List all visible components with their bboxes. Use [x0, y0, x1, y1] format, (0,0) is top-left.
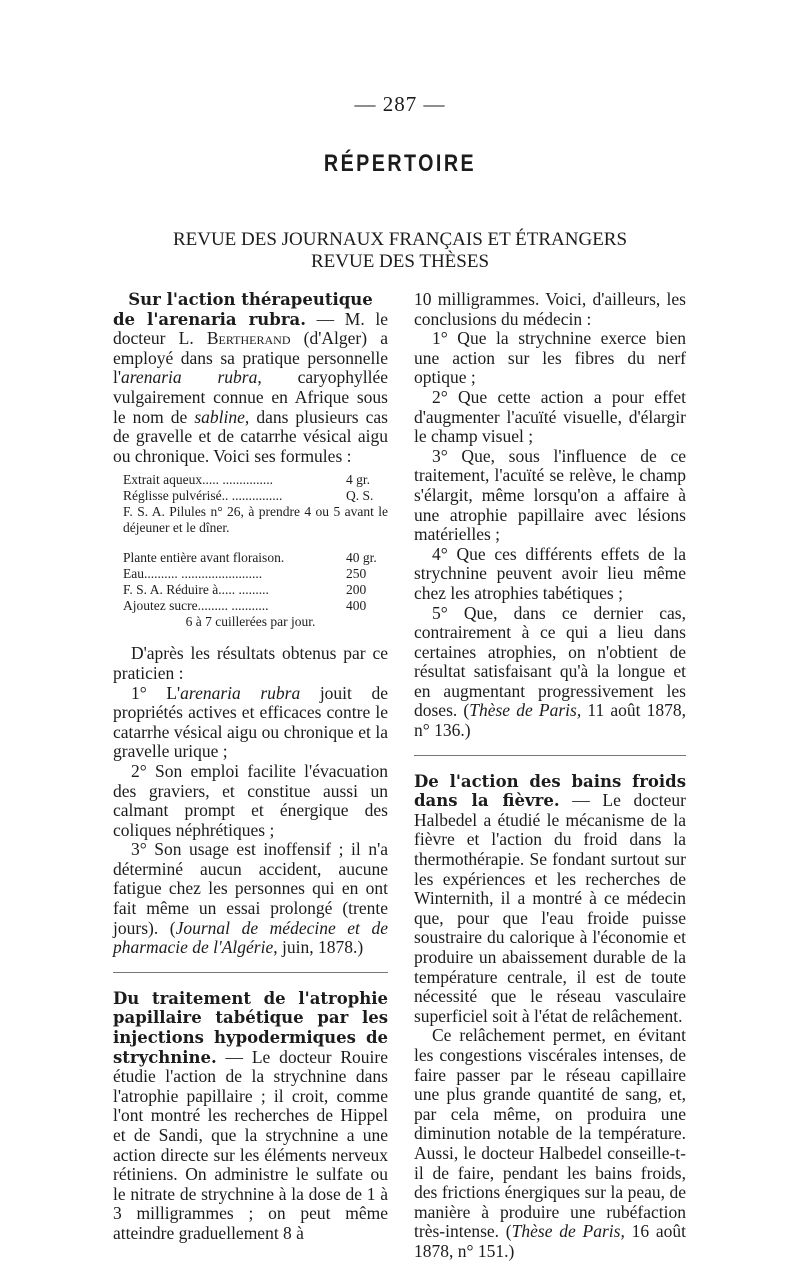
- formula-value: 400: [346, 598, 367, 614]
- author-name: Bertherand: [206, 328, 291, 349]
- article-strychnine: [113, 989, 388, 1244]
- text-span: 16 août 1878, n° 151.): [414, 1221, 686, 1261]
- formula-label: Ajoutez sucre......... ...........: [123, 598, 269, 614]
- article-arenaria-heading-2: de l'arenaria rubra.: [113, 309, 306, 329]
- conclusion-item: 2° Son emploi facilite l'évacuation des graviers, et constitue aussi un calmant prompt et énergique des coliques néphrétiques ;: [113, 760, 388, 840]
- text-span: 3° Son usage est inoffensif ; il n'a déterminé aucun accident, aucune fatigue chez les personnes qui en ont fait même un essai prolongé (trente jours). (: [113, 839, 388, 938]
- conclusion-item: [113, 840, 388, 958]
- common-name: sabline: [194, 406, 245, 427]
- formula-row: [113, 550, 388, 566]
- text-span: , dans plusieurs cas de gravelle et de catarrhe vésical aigu ou chronique. Voici ses formules :: [113, 406, 388, 466]
- plant-name: arenaria rubra: [121, 367, 258, 388]
- conclusion-item: [414, 604, 686, 741]
- paragraph: 10 milligrammes. Voici, d'ailleurs, les conclusions du médecin :: [414, 289, 686, 329]
- formula-value: Q. S.: [346, 488, 374, 504]
- formula-row: [113, 598, 388, 614]
- source-citation: Thèse de Paris,: [469, 700, 582, 721]
- article-arenaria-intro: [113, 290, 388, 466]
- subtitle-theses: REVUE DES THÈSES: [310, 251, 490, 272]
- text-span: Ce relâchement permet, en évitant les congestions viscérales intenses, de faire passer par le réseau capillaire une plus grande quantité de sang, et, par cela même, on produira une diminution notable de la température. Aussi, le docteur Halbedel conseille-t-il de faire, pendant les bains froids, des frictions énergiques sur la peau, de manière à produire une rubéfaction très-intense. (: [414, 1025, 686, 1242]
- article-cold-baths-heading: De l'action des bains froids dans la fièvre.: [414, 771, 686, 811]
- source-citation: Journal de médecine et de pharmacie de l'Algérie: [113, 917, 388, 958]
- subtitle-journals: REVUE DES JOURNAUX FRANÇAIS ET ÉTRANGERS: [172, 229, 628, 250]
- formula-decoction: [113, 550, 388, 630]
- text-span: , caryophyllée vulgairement connue en Afrique sous le nom de: [113, 367, 388, 427]
- article-strychnine-heading: Du traitement de l'atrophie papillaire tabétique par les injections hypodermiques de strychnine.: [113, 988, 388, 1067]
- divider: [113, 972, 388, 973]
- formula-label: Extrait aqueux..... ...............: [123, 472, 273, 488]
- conclusion-item: [113, 684, 388, 762]
- text-span: 5° Que, dans ce dernier cas, contrairement à ce qui a lieu dans certaines atrophies, on n'obtient de résultat satisfaisant qu'à la longue et en augmentant progressivement les doses. (: [414, 602, 686, 721]
- divider: [414, 755, 686, 756]
- formula-value: 200: [346, 582, 367, 598]
- formula-value: 250: [346, 566, 367, 582]
- article-arenaria-heading-1: Sur l'action thérapeutique: [128, 290, 373, 309]
- formula-row: [113, 566, 388, 582]
- text-span: jouit de propriétés actives et efficaces contre le catarrhe vésical aigu ou chronique et la gravelle urique ;: [113, 682, 388, 762]
- source-citation: Thèse de Paris,: [511, 1221, 625, 1242]
- text-span: — Le docteur Halbedel a étudié le mécanisme de la fièvre et l'action du froid dans la thermothérapie. Se fondant surtout sur les expériences et les recherches de Winternith, il a montré à ce médecin que, pour que l'eau froide puisse soustraire du calorique à l'économie et produire un abaissement durable de la température centrale, il est de toute nécessité que le réseau vasculaire superficiel soit à l'état de relâchement.: [414, 790, 686, 1026]
- formula-row: [113, 488, 388, 504]
- text-span: 11 août 1878, n° 136.): [414, 700, 687, 741]
- page-title: RÉPERTOIRE: [323, 150, 477, 177]
- formula-row: [113, 582, 388, 598]
- formula-label: Eau.......... ........................: [123, 566, 263, 582]
- conclusion-item: 4° Que ces différents effets de la strychnine peuvent avoir lieu même chez les atrophies tabétiques ;: [414, 543, 686, 603]
- formula-label: Réglisse pulvérisé.. ...............: [123, 488, 283, 504]
- formula-note: F. S. A. Pilules n° 26, à prendre 4 ou 5 avant le déjeuner et le dîner.: [123, 504, 388, 536]
- formula-value: 4 gr.: [346, 472, 371, 488]
- left-column: [113, 290, 388, 1244]
- formula-value: 40 gr.: [346, 550, 377, 566]
- formula-row: [113, 472, 388, 488]
- text-dash: — M. le docteur L.: [113, 308, 388, 349]
- right-column: [414, 290, 686, 1262]
- formula-label: F. S. A. Réduire à..... .........: [123, 582, 269, 598]
- formula-label: Plante entière avant floraison.: [123, 550, 285, 566]
- text-span: — Le docteur Rouire étudie l'action de la strychnine dans l'atrophie papillaire ; il croit, comme l'ont montré les recherches de Hippel et de Sandi, que la strychnine a une action directe sur les éléments nerveux rétiniens. On administre le sulfate ou le nitrate de strychnine à la dose de 1 à 3 milligrammes ; on peut même atteindre graduellement 8 à: [113, 1046, 388, 1243]
- paragraph: D'après les résultats obtenus par ce praticien :: [113, 643, 388, 683]
- conclusion-item: 3° Que, sous l'influence de ce traitement, l'acuïté se relève, le champ s'élargit, même lorsqu'on a affaire à une atrophie papillaire avec lésions matérielles ;: [414, 445, 686, 545]
- paragraph: [414, 1026, 686, 1261]
- text-span: 1° L': [131, 682, 181, 703]
- page-number: — 287 —: [354, 92, 446, 116]
- plant-name: arenaria rubra: [180, 682, 301, 703]
- article-cold-baths: [414, 772, 686, 1027]
- conclusion-item: 1° Que la strychnine exerce bien une action sur les fibres du nerf optique ;: [414, 328, 686, 388]
- text-span: (d'Alger) a employé dans sa pratique personnelle l': [113, 328, 388, 388]
- formula-note: 6 à 7 cuillerées par jour.: [185, 614, 316, 630]
- conclusion-item: 2° Que cette action a pour effet d'augmenter l'acuïté visuelle, d'élargir le champ visuel ;: [414, 386, 686, 447]
- formula-pills: [113, 472, 388, 536]
- text-span: , juin, 1878.): [273, 937, 364, 958]
